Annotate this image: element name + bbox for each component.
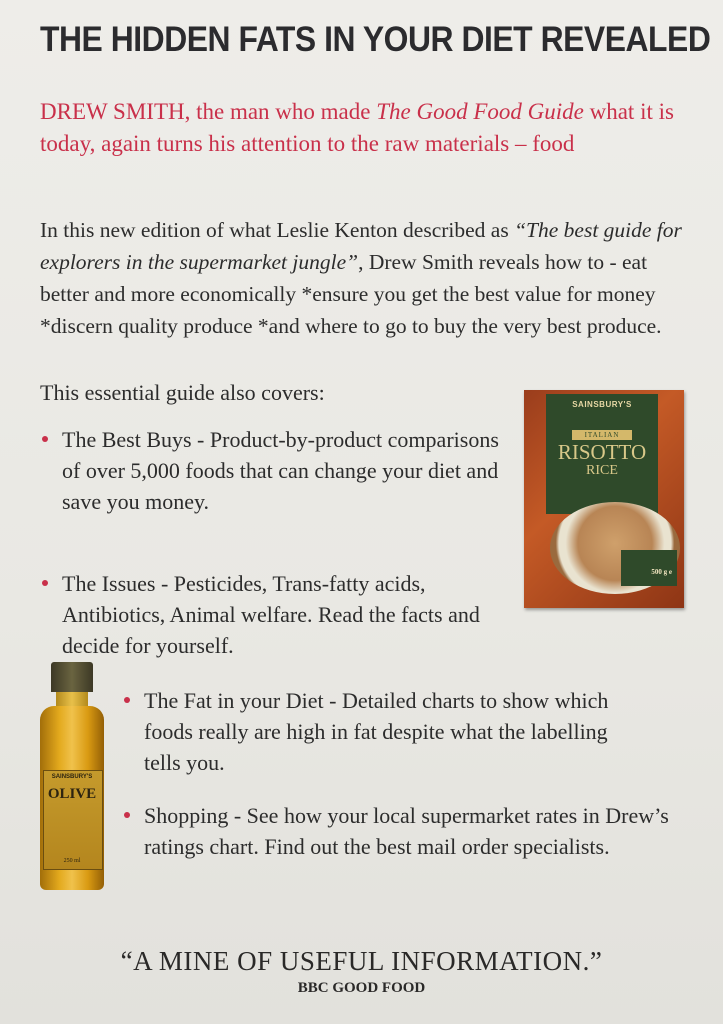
description-text-a: In this new edition of what Leslie Kenton described as [40,218,515,242]
description-paragraph [40,214,690,342]
bullet-text: The Issues - Pesticides, Trans-fatty acids, Antibiotics, Animal welfare. Read the facts and decide for yourself. [62,571,480,658]
bottle-cap [51,662,93,692]
bullet-dot [42,436,48,442]
bullet-text: Shopping - See how your local supermarket rates in Drew’s ratings chart. Find out the best mail order specialists. [144,803,669,859]
author-name: DREW SMITH [40,99,185,124]
book-title: The Good Food Guide [376,99,584,124]
intro-paragraph [40,96,700,160]
bottle-label-brand: SAINSBURY'S [51,774,93,780]
headline: THE HIDDEN FATS IN YOUR DIET REVEALED [40,20,711,59]
rice-box-subtitle: ITALIAN [572,430,632,440]
bullet-fat-in-diet [144,685,644,778]
bullet-dot [124,812,130,818]
bottle-label-size: 250 ml [63,858,81,864]
intro-text-b: what it is today, again turns his attention to the raw materials – food [40,99,674,156]
bullet-text: The Fat in your Diet - Detailed charts to show which foods really are high in fat despite what the labelling tells you. [144,688,609,775]
bullet-best-buys [62,424,502,517]
bottle-label-name: OLIVE [47,786,97,802]
rice-box-label-panel [546,394,658,514]
risotto-rice-box-image [524,390,684,608]
rice-box-title-line1: RISOTTO [557,440,647,464]
olive-oil-bottle-image [38,662,106,890]
intro-text-a: , the man who made [184,99,377,124]
bullet-issues [62,568,522,661]
kenton-quote: “The best guide for explorers in the supermarket jungle” [40,218,682,274]
bullet-text: The Best Buys - Product-by-product comparisons of over 5,000 foods that can change your diet and save you money. [62,427,499,514]
covers-heading: This essential guide also covers: [40,380,325,405]
rice-box-weight: 500 g e [651,568,672,576]
rice-box-brand: SAINSBURY'S [572,400,632,409]
bullet-shopping [144,800,684,862]
bottle-label [43,770,103,870]
bullet-dot [42,580,48,586]
bullet-dot [124,697,130,703]
description-text-b: , Drew Smith reveals how to - eat better and more economically *ensure you get the best value for money *discern quality produce *and where to go to buy the very best produce. [40,250,662,338]
quote-attribution: BBC GOOD FOOD [297,980,426,996]
pull-quote: “A MINE OF USEFUL INFORMATION.” [120,946,603,976]
rice-box-title-line2: RICE [586,463,618,478]
